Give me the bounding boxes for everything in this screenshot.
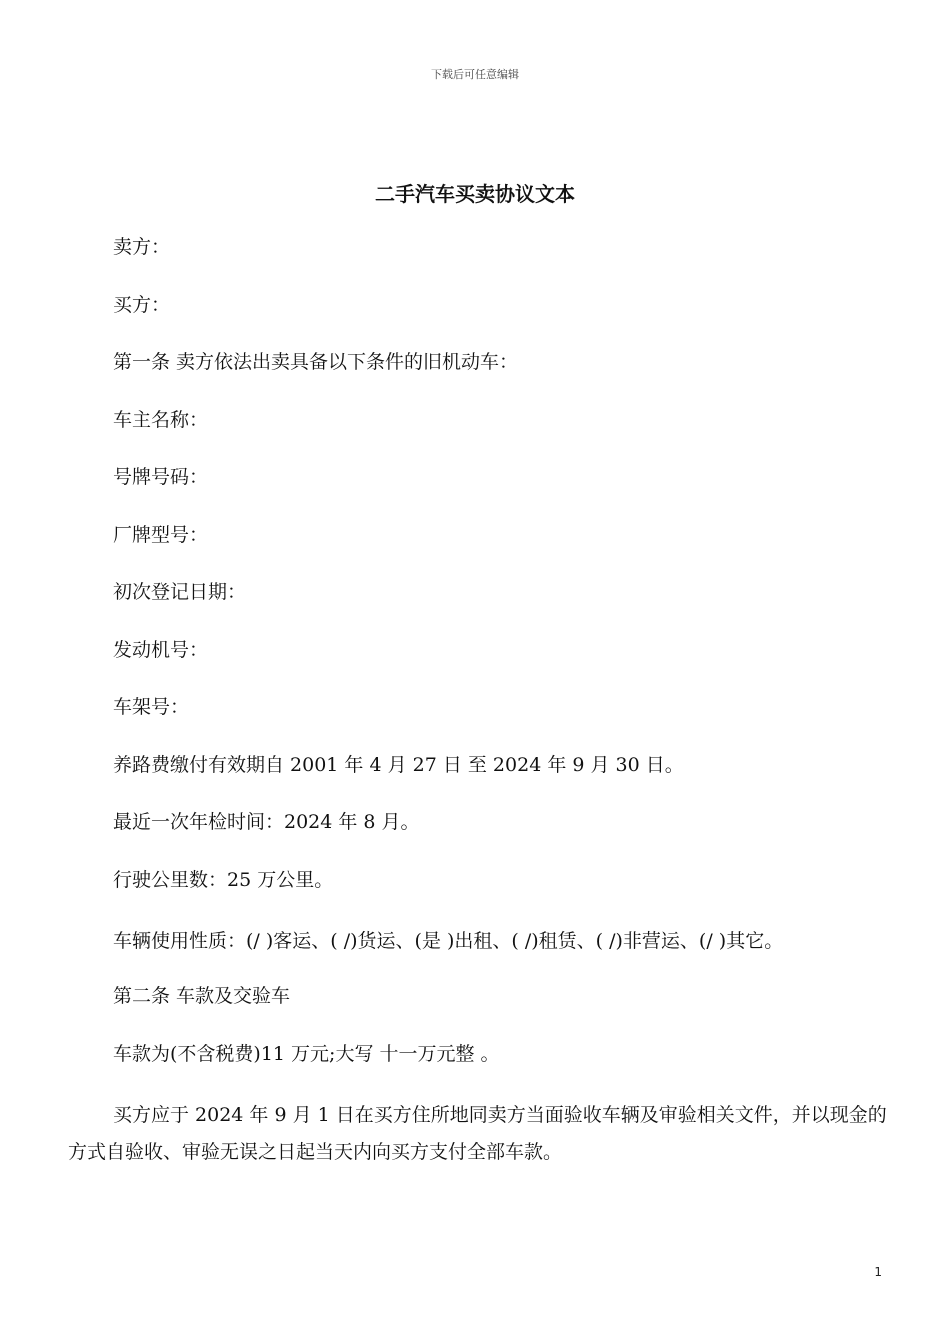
article-one-heading: 第一条 卖方依法出卖具备以下条件的旧机动车：: [113, 351, 519, 373]
brand-model-line: 厂牌型号：: [113, 523, 209, 546]
plate-number-line: 号牌号码：: [113, 466, 209, 488]
buyer-line: 买方：: [113, 293, 171, 316]
mileage-line: 行驶公里数：25 万公里。: [113, 868, 334, 891]
payment-terms-line: 买方应于 2024 年 9 月 1 日在买方住所地同卖方当面验收车辆及审验相关文件，并以现金的方式自验收、审验无误之日起当天内向买方支付全部车款。: [68, 1104, 887, 1163]
road-fee-line: 养路费缴付有效期自 2001 年 4 月 27 日 至 2024 年 9 月 30 日。: [113, 753, 684, 776]
frame-number-line: 车架号：: [113, 696, 190, 718]
page-number: 1: [874, 1265, 882, 1279]
engine-number-line: 发动机号：: [113, 638, 209, 661]
last-inspection-line: 最近一次年检时间：2024 年 8 月。: [113, 811, 420, 833]
usage-nature-line: 车辆使用性质：(/ )客运、( /)货运、(是 )出租、( /)租赁、( /)非营运、(/ )其它。: [113, 930, 784, 952]
owner-name-line: 车主名称：: [113, 408, 209, 431]
page-header-note: 下载后可任意编辑: [431, 68, 519, 81]
price-line: 车款为(不含税费)11 万元;大写 十一万元整 。: [113, 1042, 500, 1065]
document-title: 二手汽车买卖协议文本: [375, 182, 575, 206]
article-two-heading: 第二条 车款及交验车: [113, 985, 291, 1007]
seller-line: 卖方：: [113, 236, 171, 258]
document-body: [68, 233, 888, 1193]
first-registration-line: 初次登记日期：: [113, 581, 247, 603]
